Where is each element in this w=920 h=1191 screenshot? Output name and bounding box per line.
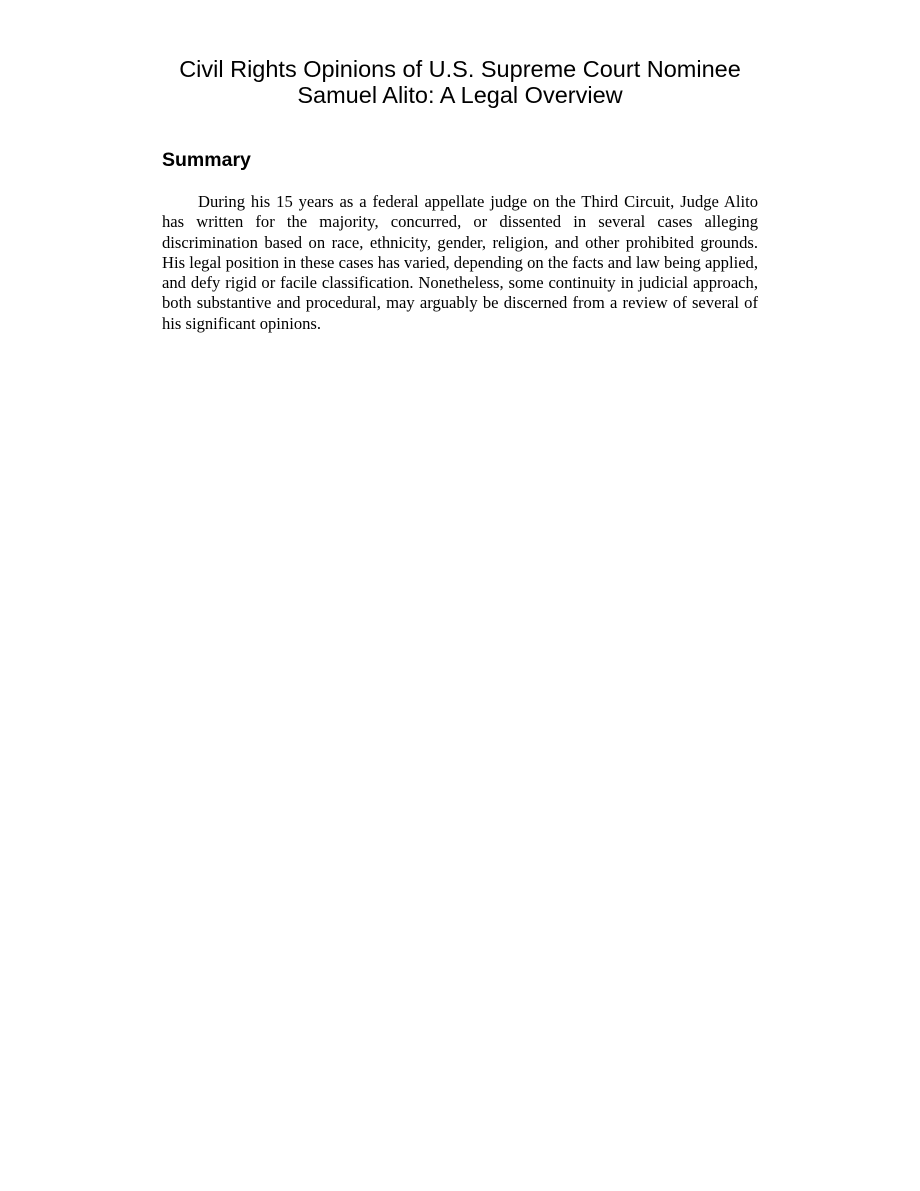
document-title-line-1: Civil Rights Opinions of U.S. Supreme Court Nominee [179, 56, 741, 82]
document-page [162, 56, 758, 334]
summary-heading: Summary [162, 149, 251, 171]
document-title [162, 56, 758, 108]
document-title-line-2: Samuel Alito: A Legal Overview [297, 82, 623, 108]
summary-paragraph: During his 15 years as a federal appellate judge on the Third Circuit, Judge Alito has written for the majority, concurred, or dissented in several cases alleging discrimination based on race, ethnicity, gender, religion, and other prohibited grounds. His legal position in these cases has varied, depending on the facts and law being applied, and defy rigid or facile classification. Nonetheless, some continuity in judicial approach, both substantive and procedural, may arguably be discerned from a review of several of his significant opinions. [162, 192, 758, 333]
